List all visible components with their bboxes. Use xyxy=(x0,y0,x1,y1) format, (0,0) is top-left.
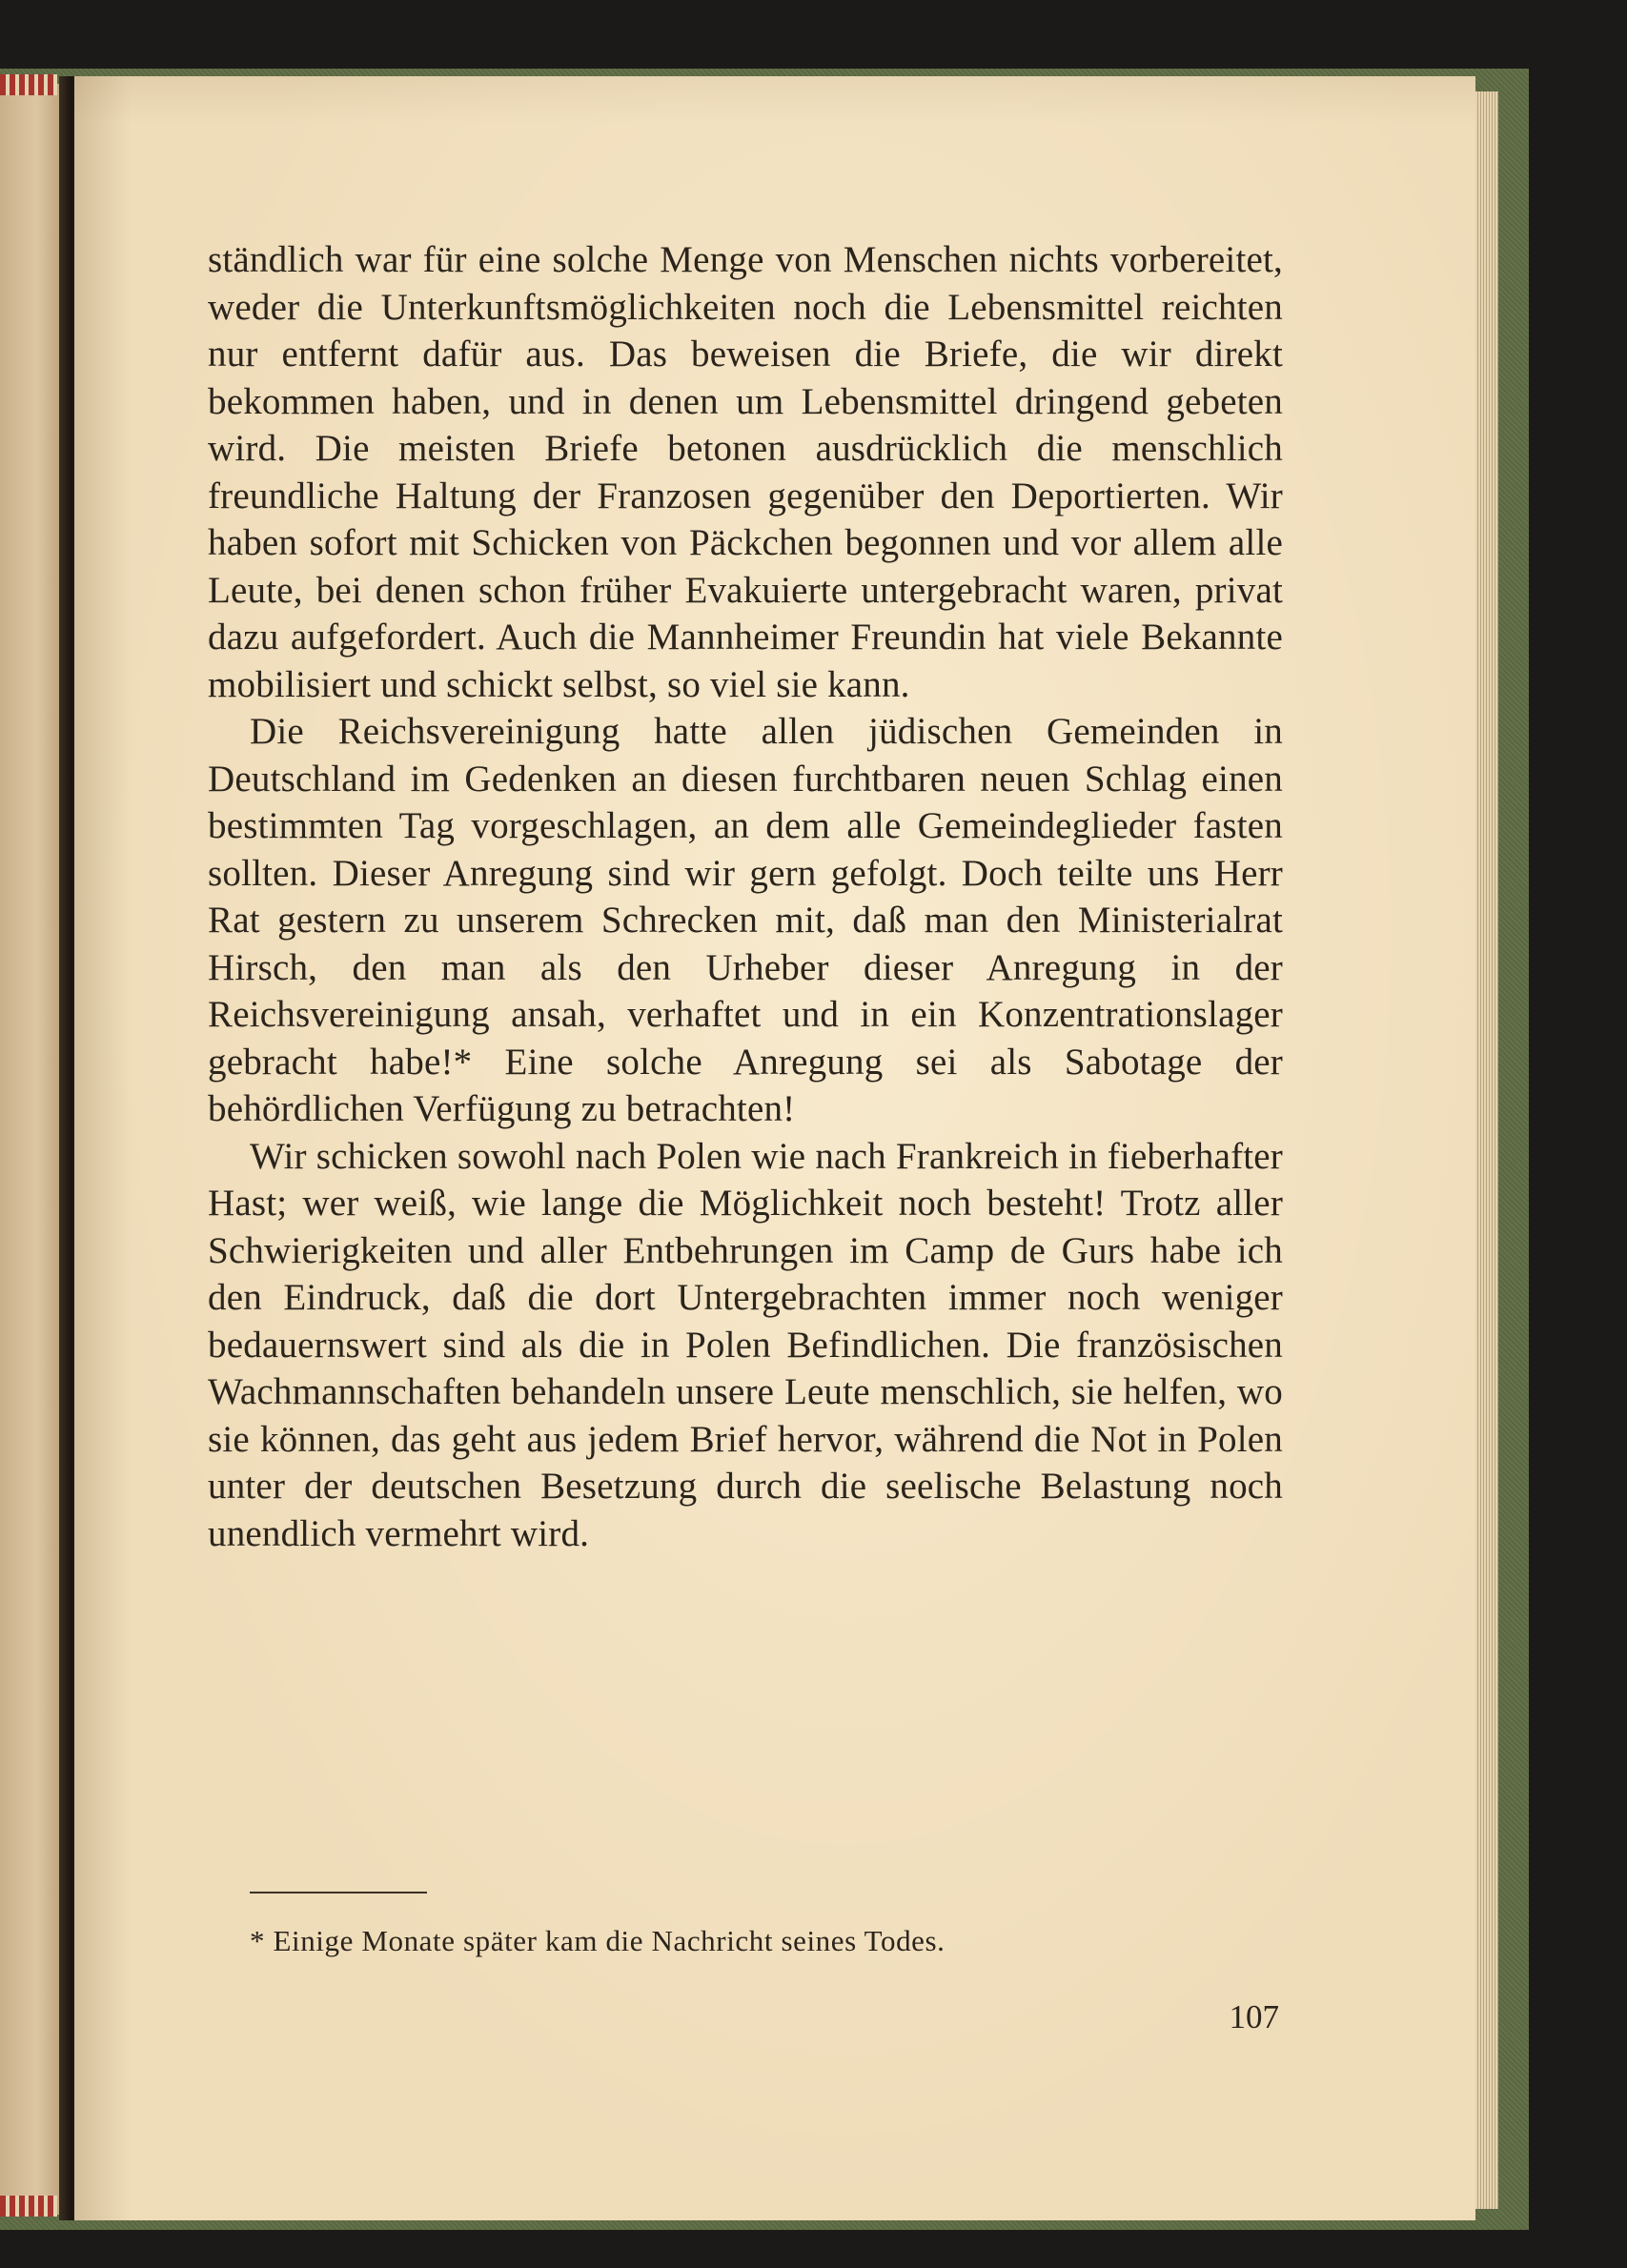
paragraph-2: Die Reichsvereinigung hatte allen jüdischen Gemeinden in Deutschland im Gedenken an diesen furchtbaren neuen Schlag einen bestimmten Tag vorgeschlagen, an dem alle Gemeindeglieder fasten sollten. Dieser Anregung sind wir gern gefolgt. Doch teilte uns Herr Rat gestern zu unserem Schrecken mit, daß man den Ministerialrat Hirsch, den man als den Urheber dieser Anregung in der Reichsvereinigung ansah, verhaftet und in ein Konzentrationslager gebracht habe!* Eine solche Anregung sei als Sabotage der behördlichen Verfügung zu betrachten! xyxy=(208,711,1283,1129)
footnote: * Einige Monate später kam die Nachricht seines Todes. xyxy=(250,1924,946,1957)
body-text xyxy=(208,236,1283,1557)
paragraph-1: ständlich war für eine solche Menge von Menschen nichts vorbereitet, weder die Unterkunftsmöglichkeiten noch die Lebensmittel reichten nur entfernt dafür aus. Das beweisen die Briefe, die wir direkt bekommen haben, und in denen um Lebensmittel dringend gebeten wird. Die meisten Briefe betonen ausdrücklich die menschlich freundliche Haltung der Franzosen gegenüber den Deportierten. Wir haben sofort mit Schicken von Päckchen begonnen und vor allem alle Leute, bei denen schon früher Evakuierte untergebracht waren, privat dazu aufgefordert. Auch die Mannheimer Freundin hat viele Bekannte mobilisiert und schickt selbst, so viel sie kann. xyxy=(208,239,1283,705)
paragraph-3: Wir schicken sowohl nach Polen wie nach Frankreich in fieberhafter Hast; wer weiß, wie lange die Möglichkeit noch besteht! Trotz aller Schwierigkeiten und aller Entbehrungen im Camp de Gurs habe ich den Eindruck, daß die dort Untergebrachten immer noch weniger bedauernswert sind als die in Polen Befindlichen. Die französischen Wachmannschaften behandeln unsere Leute menschlich, sie helfen, wo sie können, das geht aus jedem Brief hervor, während die Not in Polen unter der deutschen Besetzung durch die seelische Belastung noch unendlich vermehrt wird. xyxy=(208,1135,1283,1554)
page-number: 107 xyxy=(1229,1998,1279,2035)
footnote-rule xyxy=(250,1892,427,1893)
left-page-edge xyxy=(0,84,67,2215)
page-edges xyxy=(1475,91,1498,2209)
headband-top xyxy=(0,74,57,95)
headband-bottom xyxy=(0,2196,57,2217)
